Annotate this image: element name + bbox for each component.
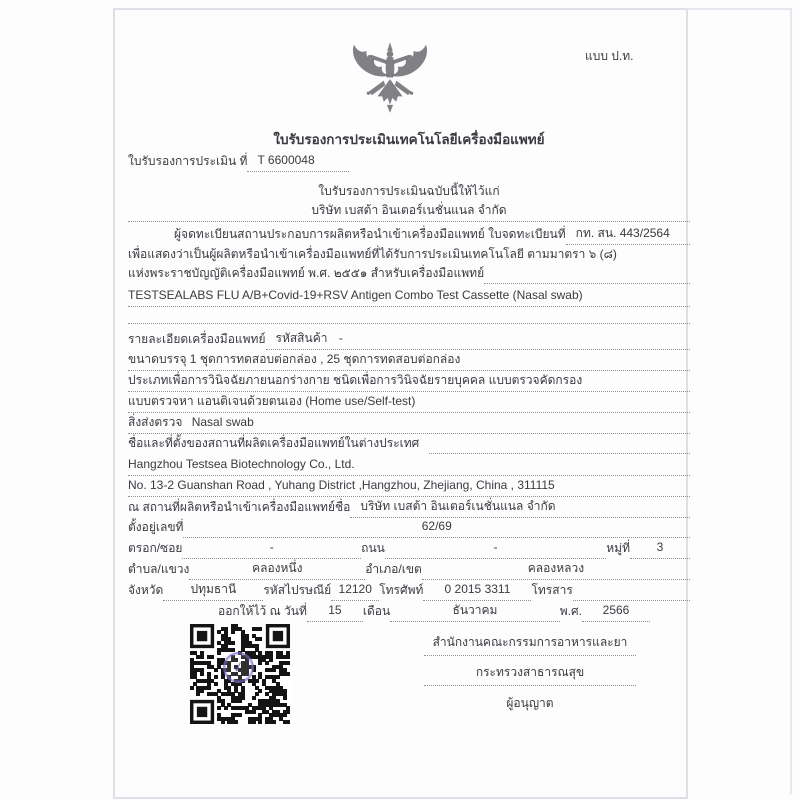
registrant-label: ผู้จดทะเบียนสถานประกอบการผลิตหรือนำเข้าเครื่องมือแพทย์ ใบจดทะเบียนที่ (174, 227, 566, 241)
purpose-line: เพื่อแสดงว่าเป็นผู้ผลิตหรือนำเข้าเครื่องมือแพทย์ที่ได้รับการประเมินเทคโนโลยี ตามมาตรา ๖ (๘) (128, 247, 617, 261)
device-name: TESTSEALABS FLU A/B+Covid-19+RSV Antigen Combo Test Cassette (Nasal swab) (128, 288, 690, 307)
road-label: ถนน (361, 541, 385, 555)
site-label: ณ สถานที่ผลิตหรือนำเข้าเครื่องมือแพทย์ชื่อ (128, 500, 351, 514)
subdistrict-district-row (128, 561, 690, 580)
specimen-label: สิ่งส่งตรวจ (128, 415, 183, 429)
stamp-check-icon: ✓ (230, 657, 246, 677)
postal-value: 12120 (331, 582, 379, 601)
details-row (128, 331, 690, 350)
foreign-site-row (128, 436, 690, 454)
issue-month: ธันวาคม (390, 603, 560, 622)
company-name: บริษัท เบสต้า อินเตอร์เนชั่นแนล จำกัด (128, 203, 690, 222)
act-line: แห่งพระราชบัญญัติเครื่องมือแพทย์ พ.ศ. ๒๕๕๑ สำหรับเครื่องมือแพทย์ (128, 266, 485, 280)
certificate-number-label: ใบรับรองการประเมิน ที่ (128, 154, 248, 168)
issue-date-row (218, 603, 650, 622)
manufacturer-address: No. 13-2 Guanshan Road , Yuhang District ,Hangzhou, Zhejiang, China , 311115 (128, 478, 690, 497)
soi-value: - (182, 540, 361, 559)
issue-era-label: พ.ศ. (559, 604, 582, 618)
registrant-row (128, 226, 690, 245)
moo-value: 3 (630, 540, 690, 559)
foreign-site-label: ชื่อและที่ตั้งของสถานที่ผลิตเครื่องมือแพทย์ในต่างประเทศ (128, 436, 420, 450)
page-edge-right-line (790, 8, 792, 794)
category-line: ประเภทเพื่อการวินิจฉัยภายนอกร่างกาย ชนิดเพื่อการวินิจฉัยรายบุคคล แบบตรวจคัดกรอง (128, 373, 690, 392)
signature-block (424, 633, 636, 713)
manufacturer-name: Hangzhou Testsea Biotechnology Co., Ltd. (128, 457, 690, 476)
qr-code (190, 624, 290, 724)
ruled-line-fill (484, 281, 690, 284)
form-code: แบบ ป.ท. (585, 49, 634, 63)
fax-label: โทรสาร (531, 583, 573, 597)
specimen-value: Nasal swab (191, 415, 254, 429)
fax-value (573, 598, 690, 601)
agency-name: สำนักงานคณะกรรมการอาหารและยา (424, 633, 636, 656)
certificate-number-row (128, 153, 690, 172)
product-code-label: รหัสสินค้า (275, 331, 328, 345)
province-value: ปทุมธานี (163, 582, 263, 601)
page-edge-top-line (686, 8, 790, 10)
product-code-value: - (338, 331, 343, 345)
subdistrict-value: คลองหนึ่ง (189, 561, 365, 580)
ruled-line (128, 323, 690, 324)
signer-title: ผู้อนุญาต (506, 696, 554, 710)
phone-value: 0 2015 3311 (423, 582, 531, 601)
subdistrict-label: ตำบล/แขวง (128, 562, 190, 576)
postal-label: รหัสไปรษณีย์ (263, 583, 332, 597)
given-to-line: ใบรับรองการประเมินฉบับนี้ให้ไว้แก่ (318, 184, 500, 198)
issue-prefix: ออกให้ไว้ ณ วันที่ (218, 604, 307, 618)
product-code-area (266, 331, 691, 350)
province-label: จังหวัด (128, 583, 164, 597)
certificate-number-value: T 6600048 (247, 153, 349, 172)
address-number-row (128, 519, 690, 538)
registration-number: กท. สน. 443/2564 (566, 226, 690, 245)
district-label: อำเภอ/เขต (365, 562, 422, 576)
issue-month-label: เดือน (362, 604, 391, 618)
address-number-value: 62/69 (183, 519, 690, 538)
details-label: รายละเอียดเครื่องมือแพทย์ (128, 332, 266, 346)
test-format-line: แบบตรวจหา แอนติเจนด้วยตนเอง (Home use/Self-test) (128, 394, 690, 413)
district-value: คลองหลวง (422, 561, 690, 580)
address-number-label: ตั้งอยู่เลขที่ (128, 520, 184, 534)
packing-line: ขนาดบรรจุ 1 ชุดการทดสอบต่อกล่อง , 25 ชุดการทดสอบต่อกล่อง (128, 352, 690, 371)
issue-day: 15 (307, 603, 363, 622)
garuda-emblem-icon (343, 38, 437, 128)
ministry-name: กระทรวงสาธารณสุข (424, 663, 636, 686)
site-row (128, 499, 690, 518)
province-postal-phone-row (128, 582, 690, 601)
act-row (128, 266, 690, 284)
document-title: ใบรับรองการประเมินเทคโนโลยีเครื่องมือแพทย์ (273, 132, 545, 147)
soi-road-moo-row (128, 540, 690, 559)
site-company: บริษัท เบสต้า อินเตอร์เนชั่นแนล จำกัด (350, 499, 690, 518)
soi-label: ตรอก/ซอย (128, 541, 183, 555)
moo-label: หมู่ที่ (606, 541, 630, 555)
phone-label: โทรศัพท์ (379, 583, 424, 597)
specimen-row (128, 415, 690, 434)
road-value: - (385, 540, 606, 559)
ruled-line-fill (429, 451, 690, 454)
issue-year: 2566 (582, 603, 650, 622)
